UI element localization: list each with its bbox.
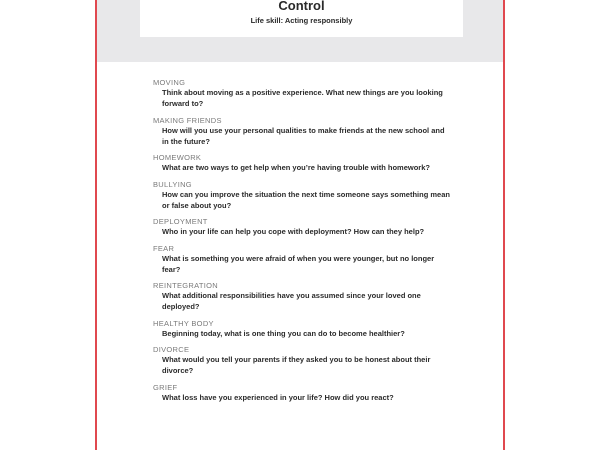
- question-text: Think about moving as a positive experience. What new things are you looking forward to?: [162, 88, 443, 108]
- question-text: Who in your life can help you cope with deployment? How can they help?: [162, 227, 425, 236]
- title-box: [140, 0, 463, 37]
- question-text: What is something you were afraid of when you were younger, but no longer fear?: [162, 253, 435, 274]
- question-text: How can you improve the situation the next time someone says something mean or false about you?: [162, 189, 450, 210]
- header-band: [97, 0, 503, 62]
- question-text: What additional responsibilities have you assumed since your loved one deployed?: [162, 291, 421, 311]
- list-item: [153, 180, 453, 211]
- category-label: FEAR: [153, 243, 175, 253]
- category-label: DIVORCE: [153, 345, 190, 354]
- question-text: What would you tell your parents if they asked you to be honest about their divorce?: [162, 355, 431, 375]
- list-item: [153, 217, 453, 237]
- category-label: HOMEWORK: [153, 153, 202, 162]
- worksheet-card: [95, 0, 505, 450]
- list-item: [153, 78, 453, 109]
- question-list: [153, 78, 453, 409]
- category-label: DEPLOYMENT: [153, 217, 208, 226]
- list-item: [153, 116, 453, 147]
- list-item: [153, 383, 453, 403]
- category-label: MAKING FRIENDS: [153, 115, 222, 125]
- category-label: GRIEF: [153, 382, 178, 392]
- list-item: [153, 345, 453, 376]
- question-text: What loss have you experienced in your life? How did you react?: [162, 392, 394, 402]
- list-item: [153, 244, 453, 275]
- list-item: [153, 281, 453, 312]
- category-label: BULLYING: [153, 179, 192, 189]
- list-item: [153, 153, 453, 173]
- category-label: MOVING: [153, 78, 186, 87]
- category-label: HEALTHY BODY: [153, 318, 214, 328]
- category-label: REINTEGRATION: [153, 281, 219, 290]
- question-text: Beginning today, what is one thing you can do to become healthier?: [162, 328, 405, 338]
- question-text: What are two ways to get help when you’re having trouble with homework?: [162, 163, 430, 172]
- list-item: [153, 319, 453, 339]
- question-text: How will you use your personal qualities to make friends at the new school and in the future?: [162, 125, 445, 146]
- page-title: Control: [278, 0, 325, 13]
- page-subtitle: Life skill: Acting responsibly: [250, 16, 353, 25]
